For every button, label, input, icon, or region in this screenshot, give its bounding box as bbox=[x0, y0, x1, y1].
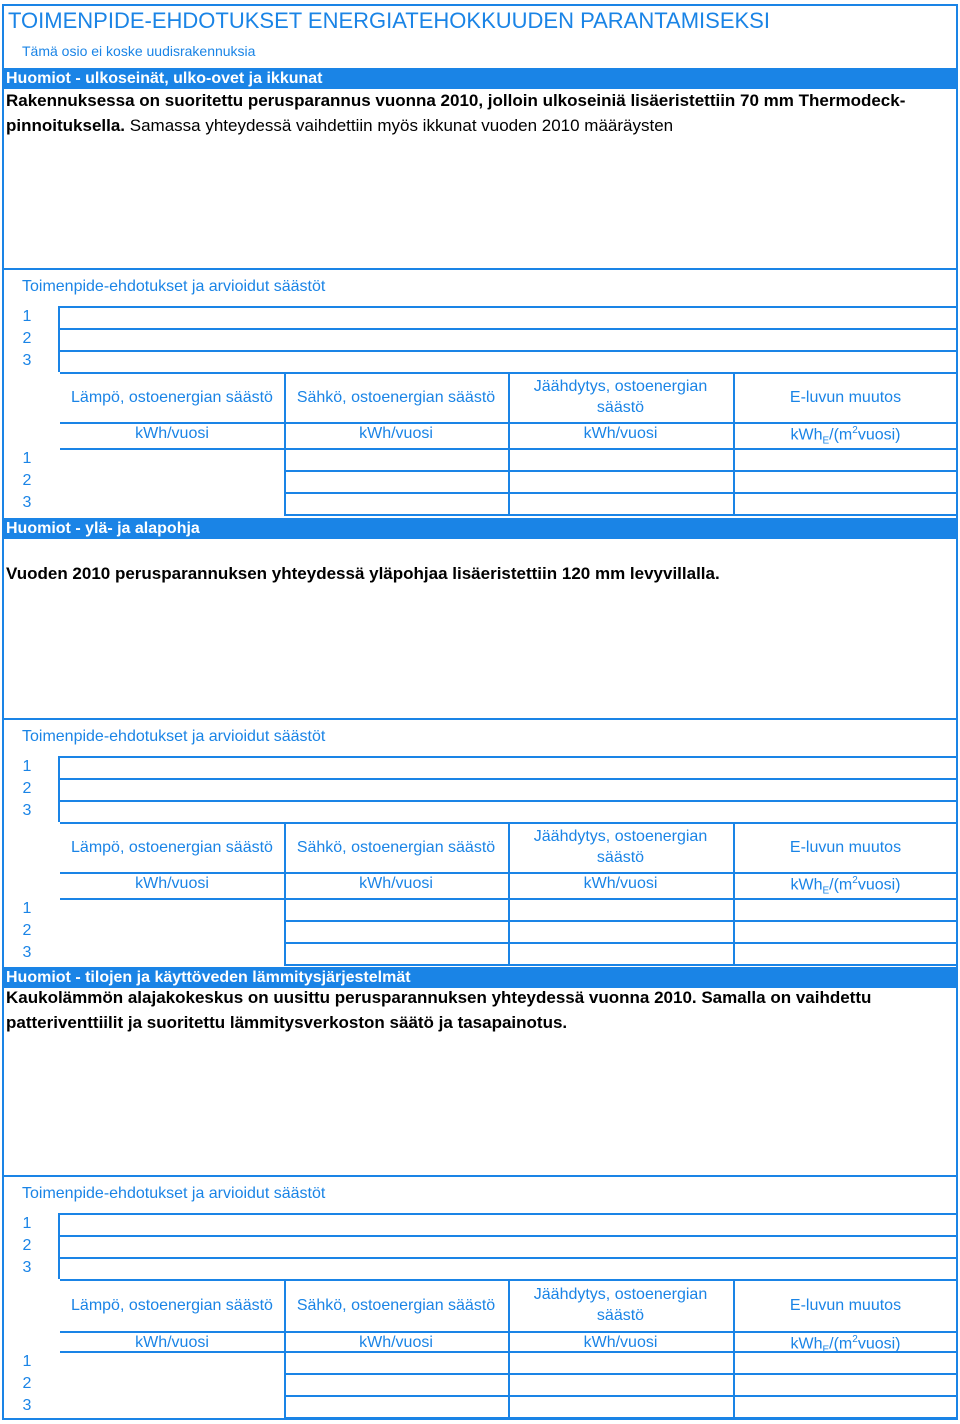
table-title: Toimenpide-ehdotukset ja arvioidut säästöt bbox=[22, 1185, 326, 1202]
col-line bbox=[58, 1213, 60, 1279]
unit-e-pre: kWh bbox=[790, 876, 823, 894]
column-header-e-value: E-luvun muutos bbox=[789, 1296, 902, 1314]
row-line bbox=[284, 964, 958, 966]
savings-value-cell[interactable] bbox=[62, 1375, 284, 1395]
measure-number: 3 bbox=[22, 352, 32, 369]
savings-value-cell[interactable] bbox=[735, 900, 958, 920]
unit-e-mid: /(m bbox=[829, 876, 853, 894]
unit-kwh-per-year: kWh/vuosi bbox=[359, 875, 433, 892]
unit-kwh-per-year: kWh/vuosi bbox=[135, 875, 209, 892]
savings-row-number: 3 bbox=[22, 944, 32, 961]
savings-value-cell[interactable] bbox=[735, 450, 958, 470]
measure-input[interactable] bbox=[62, 330, 956, 350]
measure-input[interactable] bbox=[62, 780, 956, 800]
section-notes-walls[interactable] bbox=[6, 88, 952, 138]
col-line bbox=[58, 756, 60, 822]
table-title: Toimenpide-ehdotukset ja arvioidut säästöt bbox=[22, 278, 326, 295]
section-notes-roof-floor[interactable] bbox=[6, 561, 952, 586]
savings-value-cell[interactable] bbox=[735, 944, 958, 964]
savings-value-cell[interactable] bbox=[62, 1397, 284, 1417]
savings-value-cell[interactable] bbox=[286, 944, 508, 964]
savings-value-cell[interactable] bbox=[735, 1397, 958, 1417]
section-notes-heating[interactable] bbox=[6, 985, 952, 1035]
column-header-e-value: E-luvun muutos bbox=[789, 838, 902, 856]
savings-value-cell[interactable] bbox=[510, 494, 733, 514]
savings-value-cell[interactable] bbox=[735, 1375, 958, 1395]
unit-e-sub: E bbox=[822, 1344, 830, 1356]
section-heading-walls: Huomiot - ulkoseinät, ulko-ovet ja ikkunat bbox=[2, 68, 958, 89]
savings-value-cell[interactable] bbox=[62, 450, 284, 470]
savings-row-number: 2 bbox=[22, 922, 32, 939]
column-header-cooling: Jäähdytys, ostoenergian säästö bbox=[533, 1286, 708, 1324]
measure-number: 1 bbox=[22, 308, 32, 325]
savings-value-cell[interactable] bbox=[62, 472, 284, 492]
savings-value-cell[interactable] bbox=[510, 1375, 733, 1395]
notes-bold-text: Rakennuksessa on suoritettu perusparannus vuonna 2010, jolloin ulkoseiniä lisäeristettiin 70 mm Thermodeck-pinnoituksella. bbox=[6, 91, 906, 135]
unit-e-post: vuosi) bbox=[857, 876, 901, 894]
unit-kwh-per-year: kWh/vuosi bbox=[583, 875, 658, 892]
savings-value-cell[interactable] bbox=[286, 900, 508, 920]
savings-value-cell[interactable] bbox=[286, 922, 508, 942]
unit-e-sub: E bbox=[822, 435, 830, 447]
measure-number: 3 bbox=[22, 802, 32, 819]
savings-value-cell[interactable] bbox=[62, 944, 284, 964]
savings-row-number: 1 bbox=[22, 450, 32, 467]
unit-kwh-per-year: kWh/vuosi bbox=[135, 1334, 209, 1351]
savings-value-cell[interactable] bbox=[286, 494, 508, 514]
column-header-heat: Lämpö, ostoenergian säästö bbox=[71, 838, 273, 856]
measure-input[interactable] bbox=[62, 802, 956, 822]
table-title: Toimenpide-ehdotukset ja arvioidut säästöt bbox=[22, 728, 326, 745]
measure-input[interactable] bbox=[62, 1259, 956, 1279]
column-header-electricity: Sähkö, ostoenergian säästö bbox=[296, 838, 496, 856]
unit-e-mid: /(m bbox=[829, 426, 853, 444]
measure-number: 2 bbox=[22, 330, 32, 347]
savings-value-cell[interactable] bbox=[510, 1353, 733, 1373]
savings-value-cell[interactable] bbox=[286, 1397, 508, 1417]
savings-value-cell[interactable] bbox=[286, 472, 508, 492]
unit-kwh-per-year: kWh/vuosi bbox=[583, 425, 658, 442]
measure-input[interactable] bbox=[62, 1237, 956, 1257]
unit-e-value bbox=[733, 425, 958, 447]
column-header-cooling: Jäähdytys, ostoenergian säästö bbox=[533, 378, 708, 416]
savings-value-cell[interactable] bbox=[510, 922, 733, 942]
row-line bbox=[284, 514, 958, 516]
savings-row-number: 3 bbox=[22, 1397, 32, 1414]
column-header-e-value: E-luvun muutos bbox=[789, 388, 902, 406]
notes-bold-text: Kaukolämmön alajakokeskus on uusittu perusparannuksen yhteydessä vuonna 2010. Samalla on vaihdettu patteriventtiilit ja suoritettu lämmitysverkoston säätö ja tasapainotus. bbox=[6, 988, 872, 1032]
page-subtitle: Tämä osio ei koske uudisrakennuksia bbox=[22, 43, 256, 59]
savings-value-cell[interactable] bbox=[735, 1353, 958, 1373]
savings-value-cell[interactable] bbox=[62, 900, 284, 920]
unit-e-sup: 2 bbox=[852, 425, 858, 436]
savings-value-cell[interactable] bbox=[735, 922, 958, 942]
unit-kwh-per-year: kWh/vuosi bbox=[359, 1334, 433, 1351]
unit-e-pre: kWh bbox=[790, 1335, 823, 1353]
savings-value-cell[interactable] bbox=[62, 922, 284, 942]
section-heading-heating: Huomiot - tilojen ja käyttöveden lämmitysjärjestelmät bbox=[2, 967, 958, 988]
column-header-electricity: Sähkö, ostoenergian säästö bbox=[296, 388, 496, 406]
unit-e-value bbox=[733, 875, 958, 897]
unit-e-sup: 2 bbox=[852, 875, 858, 886]
column-header-heat: Lämpö, ostoenergian säästö bbox=[71, 1296, 273, 1314]
savings-row-number: 2 bbox=[22, 472, 32, 489]
table-top-border bbox=[2, 268, 958, 270]
table-top-border bbox=[2, 1175, 958, 1177]
notes-bold-text: Vuoden 2010 perusparannuksen yhteydessä yläpohjaa lisäeristettiin 120 mm levyvillalla. bbox=[6, 564, 720, 583]
measure-input[interactable] bbox=[62, 352, 956, 372]
measure-input[interactable] bbox=[62, 1215, 956, 1235]
savings-value-cell[interactable] bbox=[735, 494, 958, 514]
unit-e-sup: 2 bbox=[852, 1334, 858, 1345]
table-top-border bbox=[2, 718, 958, 720]
unit-kwh-per-year: kWh/vuosi bbox=[135, 425, 209, 442]
unit-e-sub: E bbox=[822, 885, 830, 897]
savings-value-cell[interactable] bbox=[286, 1375, 508, 1395]
savings-value-cell[interactable] bbox=[286, 450, 508, 470]
unit-e-post: vuosi) bbox=[857, 1335, 901, 1353]
savings-row-number: 3 bbox=[22, 494, 32, 511]
savings-value-cell[interactable] bbox=[510, 900, 733, 920]
section-heading-roof-floor: Huomiot - ylä- ja alapohja bbox=[2, 518, 958, 539]
savings-row-number: 1 bbox=[22, 1353, 32, 1370]
column-header-heat: Lämpö, ostoenergian säästö bbox=[71, 388, 273, 406]
savings-value-cell[interactable] bbox=[510, 450, 733, 470]
unit-e-pre: kWh bbox=[790, 426, 823, 444]
savings-value-cell[interactable] bbox=[286, 1353, 508, 1373]
savings-row-number: 1 bbox=[22, 900, 32, 917]
notes-normal-text: Samassa yhteydessä vaihdettiin myös ikkunat vuoden 2010 määräysten bbox=[125, 116, 674, 135]
column-header-cooling: Jäähdytys, ostoenergian säästö bbox=[533, 828, 708, 866]
column-header-electricity: Sähkö, ostoenergian säästö bbox=[296, 1296, 496, 1314]
savings-value-cell[interactable] bbox=[510, 1397, 733, 1417]
col-line bbox=[58, 306, 60, 372]
savings-value-cell[interactable] bbox=[62, 1353, 284, 1373]
measure-number: 1 bbox=[22, 1215, 32, 1232]
measure-number: 1 bbox=[22, 758, 32, 775]
savings-value-cell[interactable] bbox=[735, 472, 958, 492]
savings-value-cell[interactable] bbox=[62, 494, 284, 514]
measure-number: 3 bbox=[22, 1259, 32, 1276]
savings-value-cell[interactable] bbox=[510, 944, 733, 964]
unit-e-mid: /(m bbox=[829, 1335, 853, 1353]
savings-row-number: 2 bbox=[22, 1375, 32, 1392]
measure-input[interactable] bbox=[62, 308, 956, 328]
unit-e-post: vuosi) bbox=[857, 426, 901, 444]
page-frame bbox=[2, 4, 958, 1420]
unit-kwh-per-year: kWh/vuosi bbox=[359, 425, 433, 442]
measure-input[interactable] bbox=[62, 758, 956, 778]
savings-value-cell[interactable] bbox=[510, 472, 733, 492]
measure-number: 2 bbox=[22, 780, 32, 797]
row-line bbox=[284, 1417, 958, 1419]
measure-number: 2 bbox=[22, 1237, 32, 1254]
page-title: TOIMENPIDE-EHDOTUKSET ENERGIATEHOKKUUDEN PARANTAMISEKSI bbox=[8, 8, 770, 33]
unit-kwh-per-year: kWh/vuosi bbox=[583, 1334, 658, 1351]
